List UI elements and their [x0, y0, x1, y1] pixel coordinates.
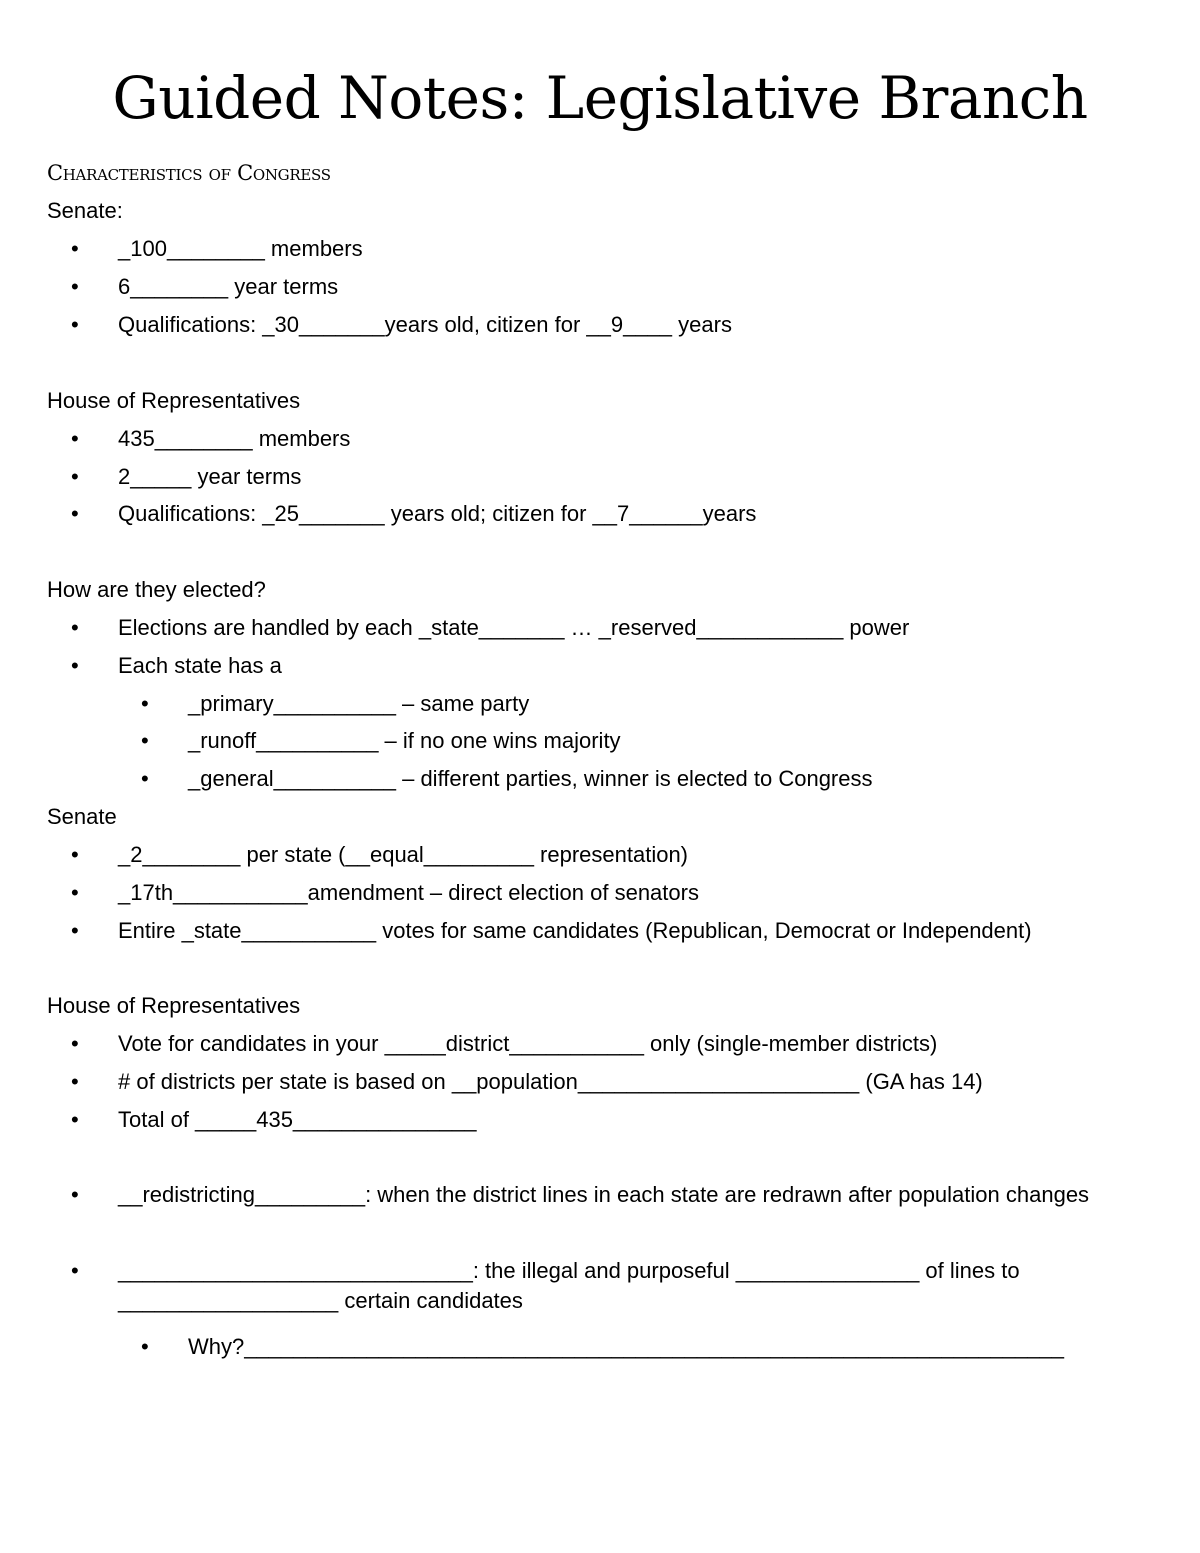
sub-list-item: _general__________ – different parties, winner is elected to Congress [188, 766, 873, 791]
list-item: _2________ per state (__equal_________ representation) [118, 842, 689, 867]
list-item: Elections are handled by each _state_______ … _reserved____________ power [118, 615, 910, 640]
bullet-icon: • [71, 918, 79, 943]
list-item: Total of _____435_______________ [118, 1107, 477, 1132]
list-item: Entire _state___________ votes for same candidates (Republican, Democrat or Independent) [118, 918, 1032, 943]
bullet-icon: • [71, 653, 79, 678]
list-item: Vote for candidates in your _____district___________ only (single-member districts) [118, 1031, 938, 1056]
list-item: Each state has a [118, 653, 282, 678]
page-title: Guided Notes: Legislative Branch [112, 64, 1088, 132]
bullet-icon: • [71, 1031, 79, 1056]
bullet-icon: • [71, 426, 79, 451]
elected-heading: How are they elected? [47, 577, 266, 602]
bullet-icon: • [71, 880, 79, 905]
bullet-icon: • [71, 615, 79, 640]
bullet-icon: • [141, 1334, 149, 1359]
bullet-icon: • [71, 842, 79, 867]
house-election-heading: House of Representatives [47, 993, 301, 1018]
bullet-icon: • [71, 1107, 79, 1132]
bullet-icon: • [71, 1258, 79, 1283]
section-subtitle: Characteristics of Congress [47, 161, 331, 185]
list-item: Qualifications: _30_______years old, citizen for __9____ years [118, 312, 732, 337]
bullet-icon: • [71, 501, 79, 526]
list-item: 2_____ year terms [118, 464, 302, 489]
senate-heading: Senate: [47, 198, 123, 223]
bullet-icon: • [141, 766, 149, 791]
list-item: __redistricting_________: when the district lines in each state are redrawn after population changes [118, 1182, 1090, 1207]
list-item: _100________ members [118, 236, 363, 261]
bullet-icon: • [71, 274, 79, 299]
sub-list-item: _runoff__________ – if no one wins majority [188, 728, 621, 753]
sub-list-item: _primary__________ – same party [188, 691, 530, 716]
list-item: 435________ members [118, 426, 351, 451]
bullet-icon: • [141, 728, 149, 753]
house-heading: House of Representatives [47, 388, 301, 413]
list-item: # of districts per state is based on __population_______________________ (GA has 14) [118, 1069, 983, 1094]
list-item: _17th___________amendment – direct election of senators [118, 880, 699, 905]
bullet-icon: • [71, 1182, 79, 1207]
sub-list-item: Why?___________________________________________________________________ [188, 1334, 1065, 1359]
bullet-icon: • [71, 464, 79, 489]
list-item: Qualifications: _25_______ years old; citizen for __7______years [118, 501, 757, 526]
list-item: _____________________________: the illegal and purposeful _______________ of lines to __________________ certain candidates [118, 1258, 1020, 1313]
bullet-icon: • [71, 236, 79, 261]
bullet-icon: • [71, 1069, 79, 1094]
bullet-icon: • [71, 312, 79, 337]
list-item: 6________ year terms [118, 274, 339, 299]
senate-election-heading: Senate [47, 804, 117, 829]
bullet-icon: • [141, 691, 149, 716]
